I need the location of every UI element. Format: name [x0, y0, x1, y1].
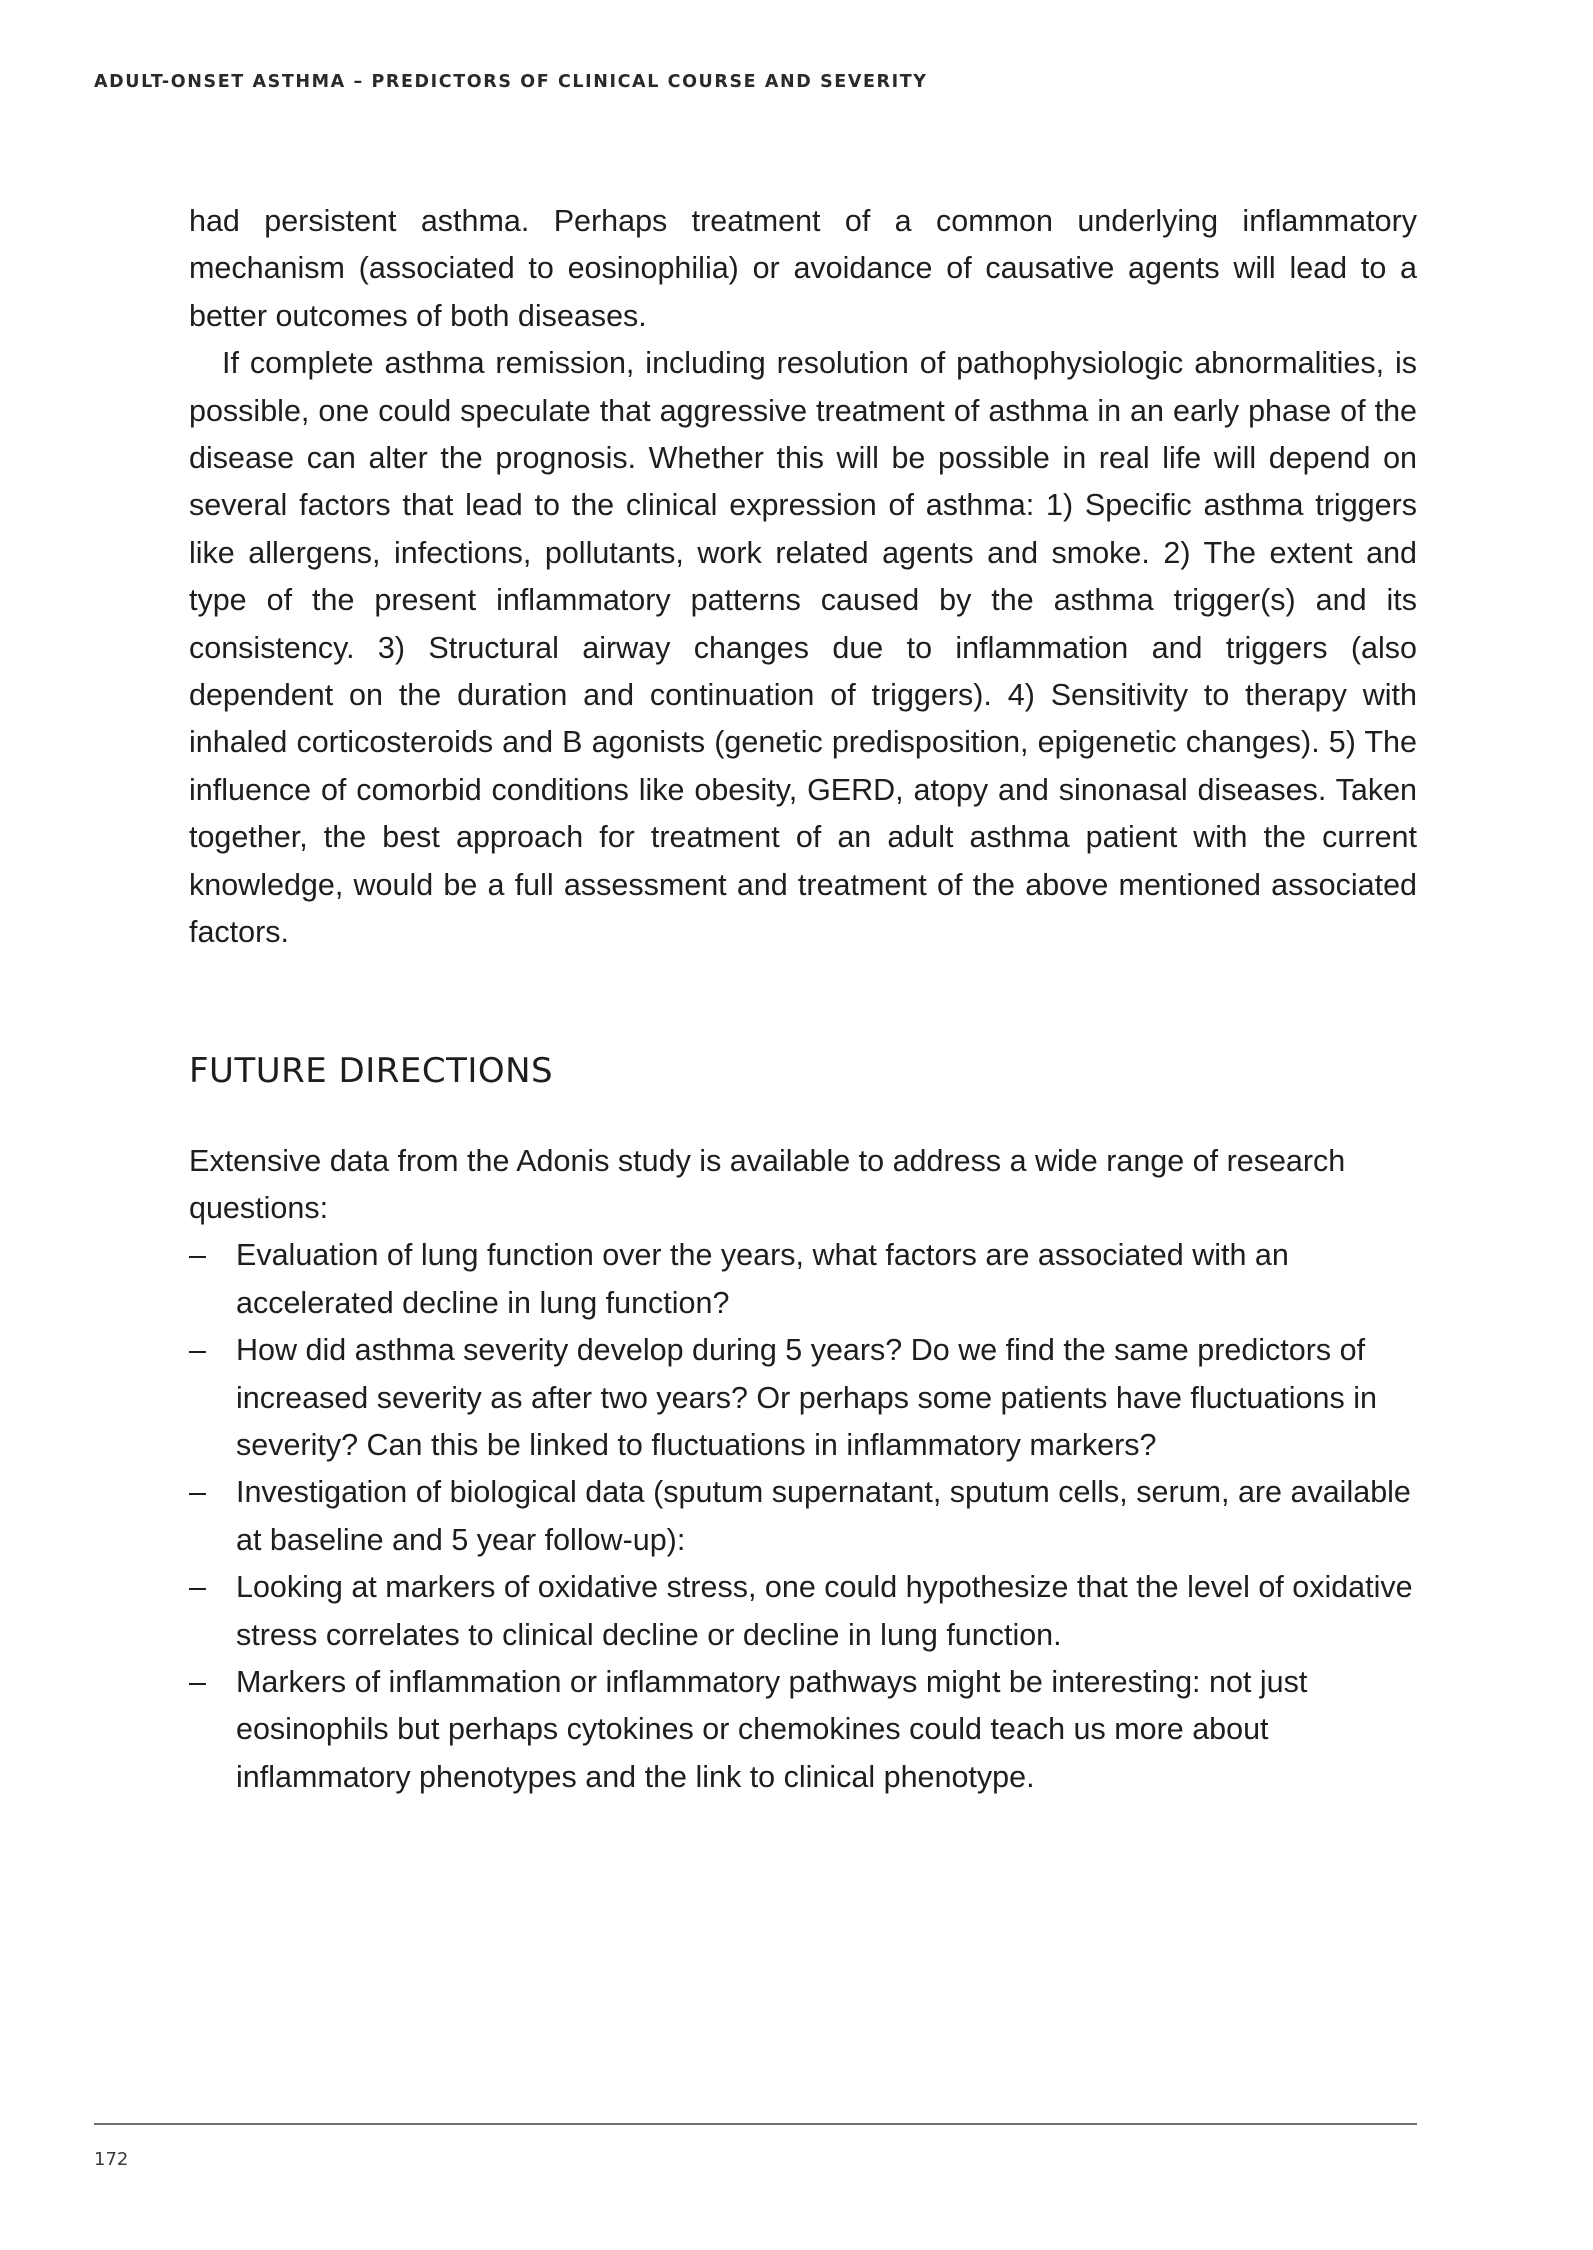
list-item	[189, 1564, 1417, 1659]
footer-divider	[94, 2123, 1417, 2125]
list-item-text: How did asthma severity develop during 5 years? Do we find the same predictors of increased severity as after two years? Or perhaps some patients have fluctuations in severity? Can this be linked to fluctuations in inflammatory markers?	[236, 1333, 1377, 1462]
list-dash: –	[189, 1570, 206, 1605]
list-item-text: Evaluation of lung function over the years, what factors are associated with an accelerated decline in lung function?	[236, 1238, 1289, 1320]
list-item	[189, 1469, 1417, 1564]
future-directions-intro: Extensive data from the Adonis study is available to address a wide range of research questions:	[189, 1143, 1346, 1225]
list-item	[189, 1659, 1417, 1801]
body-paragraph-2: If complete asthma remission, including resolution of pathophysiologic abnormalities, is possible, one could speculate that aggressive treatment of asthma in an early phase of the disease can alter the prognosis. Whether this will be possible in real life will depend on several factors that lead to the clinical expression of asthma: 1) Specific asthma triggers like allergens, infections, pollutants, work related agents and smoke. 2) The extent and type of the present inflammatory patterns caused by the asthma trigger(s) and its consistency. 3) Structural airway changes due to inflammation and triggers (also dependent on the duration and continuation of triggers). 4) Sensitivity to therapy with inhaled corticosteroids and B agonists (genetic predisposition, epigenetic changes). 5) The influence of comorbid conditions like obesity, GERD, atopy and sinonasal diseases. Taken together, the best approach for treatment of an adult asthma patient with the current knowledge, would be a full assessment and treatment of the above mentioned associated factors.	[189, 346, 1417, 950]
list-item	[189, 1232, 1417, 1327]
page-content	[189, 198, 1417, 1801]
body-paragraph-1: had persistent asthma. Perhaps treatment of a common underlying inflammatory mechanism (associated to eosinophilia) or avoidance of causative agents will lead to a better outcomes of both diseases.	[189, 204, 1417, 333]
list-item-text: Investigation of biological data (sputum supernatant, sputum cells, serum, are available at baseline and 5 year follow-up):	[236, 1475, 1411, 1557]
list-dash: –	[189, 1475, 206, 1510]
running-header: ADULT-ONSET ASTHMA – PREDICTORS OF CLINICAL COURSE AND SEVERITY	[94, 72, 928, 92]
list-item-text: Looking at markers of oxidative stress, one could hypothesize that the level of oxidative stress correlates to clinical decline or decline in lung function.	[236, 1570, 1413, 1652]
list-item	[189, 1327, 1417, 1469]
list-dash: –	[189, 1664, 206, 1699]
list-item-text: Markers of inflammation or inflammatory pathways might be interesting: not just eosinophils but perhaps cytokines or chemokines could teach us more about inflammatory phenotypes and the link to clinical phenotype.	[236, 1664, 1308, 1794]
section-heading-future-directions: FUTURE DIRECTIONS	[189, 1050, 554, 1091]
future-directions-list	[189, 1232, 1417, 1801]
list-dash: –	[189, 1238, 206, 1273]
list-dash: –	[189, 1333, 206, 1368]
page-number: 172	[94, 2149, 129, 2170]
